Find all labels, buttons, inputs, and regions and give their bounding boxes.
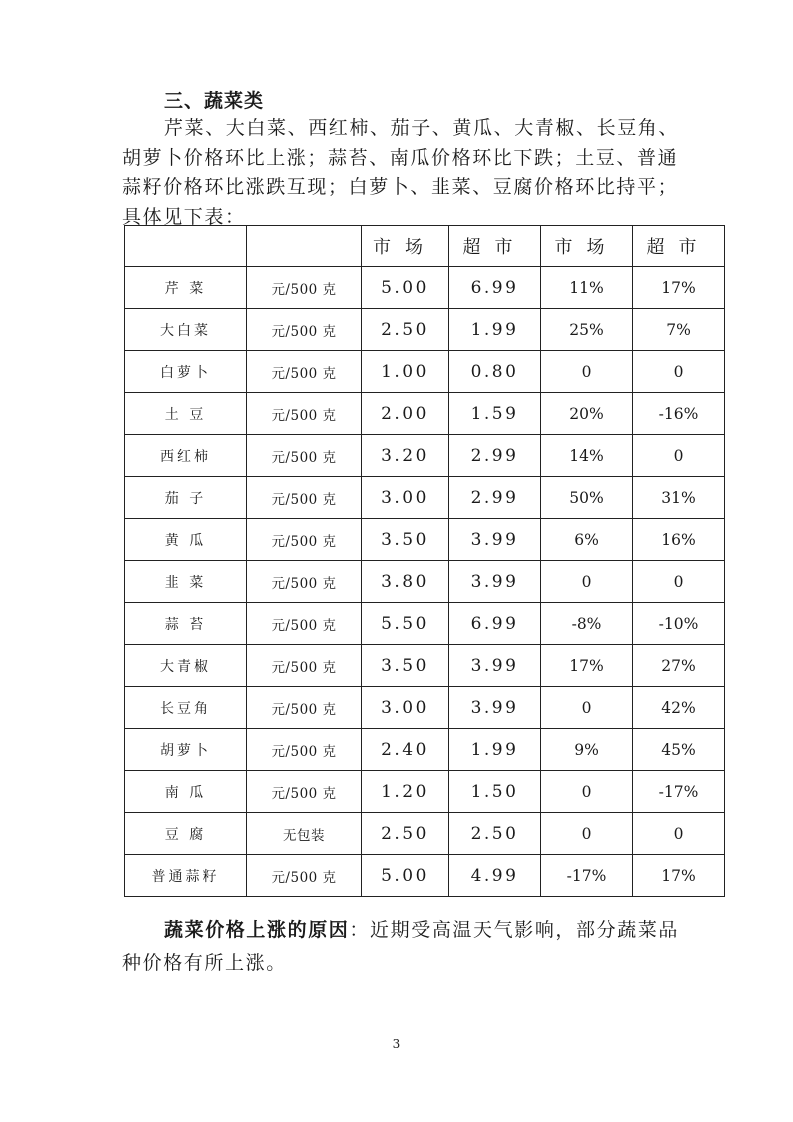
vegetable-name-cell: 豆 腐	[125, 813, 247, 855]
supermarket-price-cell: 6.99	[449, 603, 541, 645]
supermarket-price-cell: 1.99	[449, 729, 541, 771]
market-price-cell: 1.20	[362, 771, 449, 813]
table-row	[125, 813, 725, 855]
market-change-cell: 0	[541, 351, 633, 393]
unit-cell: 元/500 克	[247, 477, 362, 519]
table-row	[125, 351, 725, 393]
unit-cell: 元/500 克	[247, 771, 362, 813]
vegetable-name-cell: 黄 瓜	[125, 519, 247, 561]
supermarket-change-cell: 0	[633, 561, 725, 603]
conclusion-text: 近期受高温天气影响，部分蔬菜品种价格有所上涨。	[122, 919, 680, 974]
unit-cell: 元/500 克	[247, 267, 362, 309]
unit-cell: 元/500 克	[247, 435, 362, 477]
market-price-cell: 3.50	[362, 645, 449, 687]
supermarket-change-cell: -17%	[633, 771, 725, 813]
unit-cell: 元/500 克	[247, 855, 362, 897]
section-heading: 三、蔬菜类	[164, 90, 265, 112]
market-change-cell: 50%	[541, 477, 633, 519]
vegetable-name-cell: 蒜 苔	[125, 603, 247, 645]
market-price-cell: 3.20	[362, 435, 449, 477]
market-price-cell: 2.50	[362, 309, 449, 351]
intro-paragraph: 芹菜、大白菜、西红柿、茄子、黄瓜、大青椒、长豆角、胡萝卜价格环比上涨；蒜苔、南瓜价格环比下跌；土豆、普通蒜籽价格环比涨跌互现；白萝卜、韭菜、豆腐价格环比持平；具体见下表：	[122, 117, 680, 228]
supermarket-change-cell: 0	[633, 351, 725, 393]
table-header-row	[125, 226, 725, 267]
market-change-cell: 0	[541, 561, 633, 603]
supermarket-change-cell: 42%	[633, 687, 725, 729]
unit-cell: 元/500 克	[247, 645, 362, 687]
table-row	[125, 771, 725, 813]
market-price-cell: 5.00	[362, 855, 449, 897]
vegetable-name-cell: 茄 子	[125, 477, 247, 519]
supermarket-price-cell: 4.99	[449, 855, 541, 897]
conclusion-lead: 蔬菜价格上涨的原因	[164, 919, 350, 941]
unit-cell: 元/500 克	[247, 561, 362, 603]
market-change-cell: 0	[541, 771, 633, 813]
market-price-cell: 1.00	[362, 351, 449, 393]
market-price-cell: 2.00	[362, 393, 449, 435]
supermarket-price-cell: 3.99	[449, 687, 541, 729]
market-change-cell: -8%	[541, 603, 633, 645]
header-cell-market-change: 市场	[541, 226, 633, 267]
market-change-cell: 9%	[541, 729, 633, 771]
table-row	[125, 561, 725, 603]
supermarket-price-cell: 1.50	[449, 771, 541, 813]
supermarket-price-cell: 1.59	[449, 393, 541, 435]
market-change-cell: -17%	[541, 855, 633, 897]
vegetable-name-cell: 大白菜	[125, 309, 247, 351]
supermarket-change-cell: 0	[633, 435, 725, 477]
market-change-cell: 11%	[541, 267, 633, 309]
supermarket-change-cell: 27%	[633, 645, 725, 687]
market-change-cell: 17%	[541, 645, 633, 687]
table-row	[125, 393, 725, 435]
vegetable-name-cell: 胡萝卜	[125, 729, 247, 771]
market-change-cell: 14%	[541, 435, 633, 477]
unit-cell: 元/500 克	[247, 309, 362, 351]
unit-cell: 元/500 克	[247, 687, 362, 729]
supermarket-change-cell: 0	[633, 813, 725, 855]
market-change-cell: 0	[541, 687, 633, 729]
supermarket-price-cell: 0.80	[449, 351, 541, 393]
supermarket-change-cell: -16%	[633, 393, 725, 435]
market-change-cell: 20%	[541, 393, 633, 435]
vegetable-name-cell: 西红柿	[125, 435, 247, 477]
supermarket-change-cell: 45%	[633, 729, 725, 771]
table-row	[125, 729, 725, 771]
vegetable-name-cell: 土 豆	[125, 393, 247, 435]
market-change-cell: 6%	[541, 519, 633, 561]
table-row	[125, 267, 725, 309]
market-price-cell: 3.00	[362, 687, 449, 729]
market-change-cell: 0	[541, 813, 633, 855]
vegetable-price-table	[124, 225, 725, 897]
supermarket-change-cell: 31%	[633, 477, 725, 519]
header-cell-supermarket-change: 超市	[633, 226, 725, 267]
unit-cell: 元/500 克	[247, 603, 362, 645]
vegetable-name-cell: 普通蒜籽	[125, 855, 247, 897]
supermarket-price-cell: 3.99	[449, 645, 541, 687]
page-number: 3	[392, 1037, 401, 1051]
supermarket-change-cell: -10%	[633, 603, 725, 645]
conclusion-paragraph	[122, 914, 690, 980]
header-cell-unit	[247, 226, 362, 267]
vegetable-name-cell: 韭 菜	[125, 561, 247, 603]
supermarket-change-cell: 17%	[633, 855, 725, 897]
supermarket-price-cell: 3.99	[449, 561, 541, 603]
unit-cell: 元/500 克	[247, 393, 362, 435]
unit-cell: 元/500 克	[247, 729, 362, 771]
vegetable-name-cell: 大青椒	[125, 645, 247, 687]
table-row	[125, 435, 725, 477]
vegetable-name-cell: 白萝卜	[125, 351, 247, 393]
supermarket-price-cell: 2.50	[449, 813, 541, 855]
supermarket-price-cell: 2.99	[449, 477, 541, 519]
header-cell-name	[125, 226, 247, 267]
supermarket-price-cell: 2.99	[449, 435, 541, 477]
header-cell-supermarket-price: 超市	[449, 226, 541, 267]
table-row	[125, 855, 725, 897]
conclusion-separator: ：	[349, 919, 371, 941]
header-cell-market-price: 市场	[362, 226, 449, 267]
supermarket-price-cell: 6.99	[449, 267, 541, 309]
unit-cell: 元/500 克	[247, 351, 362, 393]
market-price-cell: 2.50	[362, 813, 449, 855]
market-change-cell: 25%	[541, 309, 633, 351]
market-price-cell: 3.80	[362, 561, 449, 603]
table-row	[125, 519, 725, 561]
market-price-cell: 2.40	[362, 729, 449, 771]
table-body	[125, 226, 725, 897]
supermarket-change-cell: 16%	[633, 519, 725, 561]
vegetable-name-cell: 长豆角	[125, 687, 247, 729]
supermarket-change-cell: 7%	[633, 309, 725, 351]
vegetable-name-cell: 芹 菜	[125, 267, 247, 309]
unit-cell: 无包装	[247, 813, 362, 855]
table-row	[125, 645, 725, 687]
market-price-cell: 5.00	[362, 267, 449, 309]
market-price-cell: 3.50	[362, 519, 449, 561]
market-price-cell: 5.50	[362, 603, 449, 645]
table-row	[125, 477, 725, 519]
table-row	[125, 603, 725, 645]
market-price-cell: 3.00	[362, 477, 449, 519]
vegetable-name-cell: 南 瓜	[125, 771, 247, 813]
supermarket-change-cell: 17%	[633, 267, 725, 309]
unit-cell: 元/500 克	[247, 519, 362, 561]
supermarket-price-cell: 1.99	[449, 309, 541, 351]
supermarket-price-cell: 3.99	[449, 519, 541, 561]
table-row	[125, 687, 725, 729]
table-row	[125, 309, 725, 351]
